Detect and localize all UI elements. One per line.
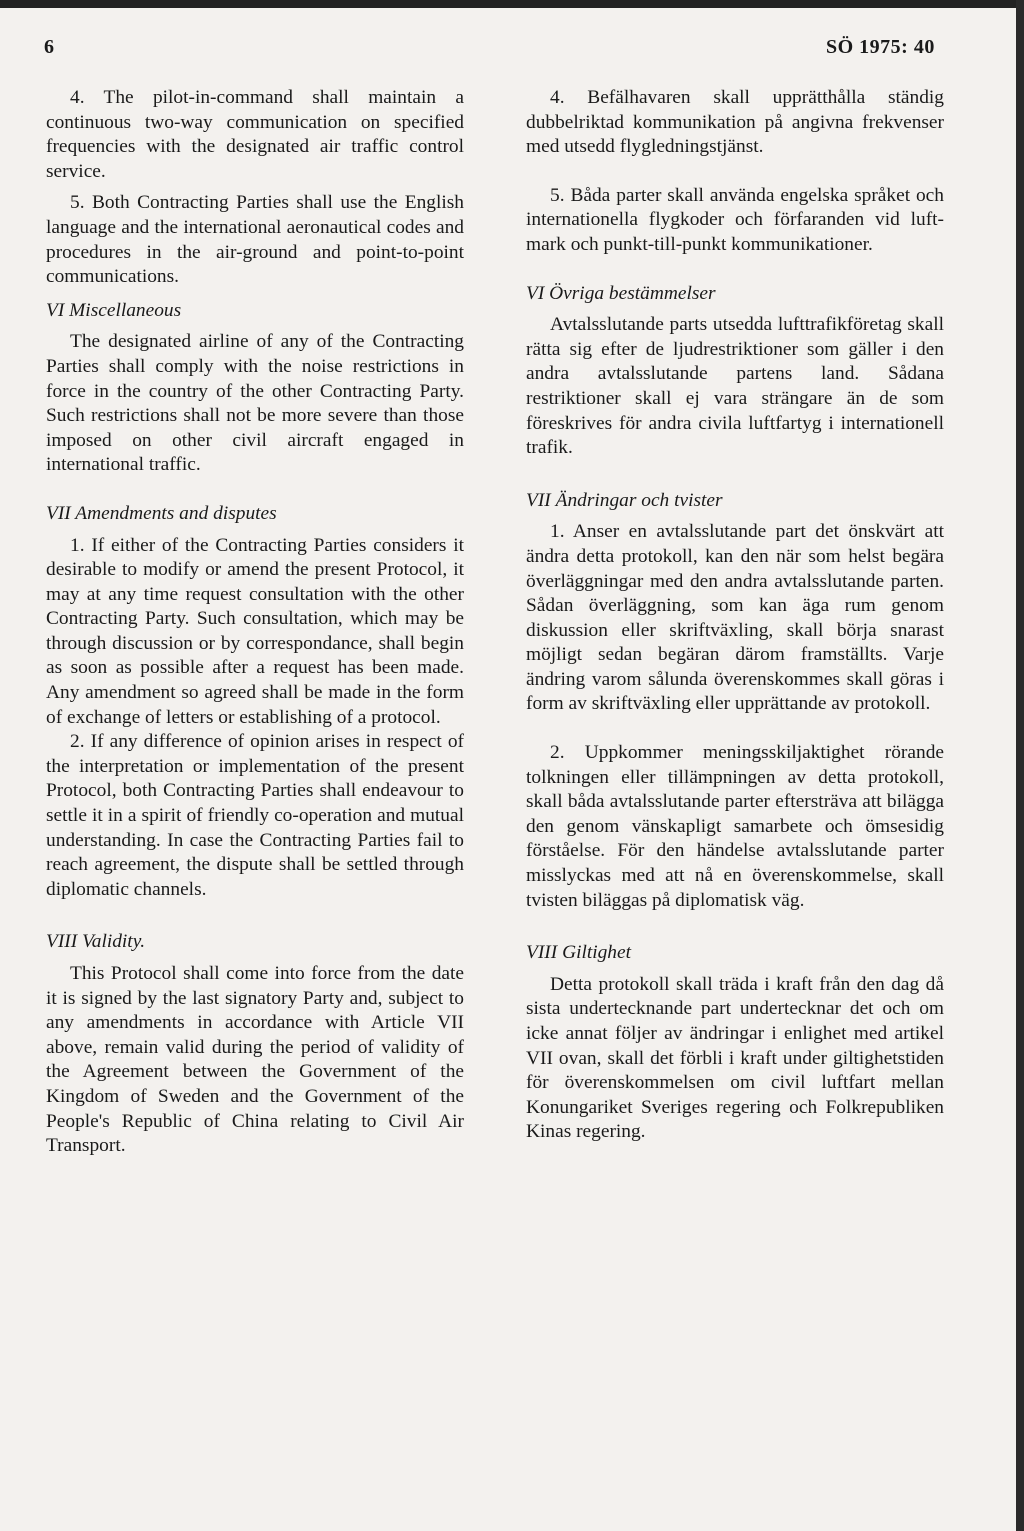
sv-section-7-para-1: 1. Anser en avtalsslutande part det önskvärt att ändra detta protokoll, kan den när som helst begära överläggningar med den andra avtalsslutande parten. Sådan överläggning, som kan äga rum genom diskussion eller skriftväxling, skall börja snarast möjligt sedan begäran därom framställts. Varje ändring varom sålunda överenskommes skall göras i form av skriftväxling eller upprättande av protokoll. bbox=[526, 521, 944, 715]
swedish-column bbox=[526, 86, 944, 1145]
sv-section-8-heading: VIII Giltighet bbox=[526, 942, 632, 964]
right-border bbox=[1016, 0, 1024, 1531]
en-section-8-text: This Protocol shall come into force from the date it is signed by the last signatory Party and, subject to any amendments in accordance with Article VII above, remain valid during the period of validity of the Agreement between the Government of the Kingdom of Sweden and the Government of the People's Republic of China relating to Civil Air Transport. bbox=[46, 963, 464, 1157]
sv-paragraph-4: 4. Befälhavaren skall upprätthålla ständig dubbelriktad kommunikation på angivna frekvenser med utsedd flygledningstjänst. bbox=[526, 87, 944, 158]
top-border bbox=[0, 0, 1024, 8]
en-section-7-heading: VII Amendments and disputes bbox=[46, 502, 277, 524]
page-number: 6 bbox=[44, 36, 54, 58]
sv-paragraph-5: 5. Båda parter skall använda engelska språket och internationella flygkoder och förfaranden vid luft-mark och punkt-till-punkt kommunikationer. bbox=[526, 184, 944, 255]
sv-section-7-para-2: 2. Uppkommer meningsskiljaktighet rörande tolkningen eller tillämpningen av detta protokoll, skall båda avtalsslutande parter eftersträva att bilägga den genom vänskapligt samarbete och ömsesidig förståelse. För den händelse avtalsslutande parter misslyckas med att nå en överenskommelse, skall tvisten biläggas på diplomatisk väg. bbox=[526, 742, 944, 911]
en-paragraph-5: 5. Both Contracting Parties shall use the English language and the international aeronautical codes and procedures in the air-ground and point-to-point communications. bbox=[46, 192, 464, 288]
en-section-6-text: The designated airline of any of the Contracting Parties shall comply with the noise restrictions in force in the country of the other Contracting Party. Such restrictions shall not be more severe than those imposed on other civil aircraft engaged in international traffic. bbox=[46, 331, 464, 476]
sv-section-6-heading: VI Övriga bestämmelser bbox=[526, 282, 716, 304]
en-section-7-para-2: 2. If any difference of opinion arises in respect of the interpretation or implementation of the present Protocol, both Contracting Parties shall endeavour to settle it in a spirit of friendly co-operation and mutual understanding. In case the Contracting Parties fail to reach agreement, the dispute shall be settled through diplomatic channels. bbox=[46, 731, 464, 900]
en-section-8-heading: VIII Validity. bbox=[46, 931, 146, 953]
sv-section-7-heading: VII Ändringar och tvister bbox=[526, 489, 723, 511]
english-column bbox=[46, 86, 464, 1159]
en-section-7-para-1: 1. If either of the Contracting Parties considers it desirable to modify or amend the present Protocol, it may at any time request consultation with the other Contracting Party. Such consultation, which may be through discussion or by correspondance, shall begin as soon as possible after a request has been made. Any amendment so agreed shall be made in the form of exchange of letters or establishing of a protocol. bbox=[46, 534, 464, 728]
sv-section-6-text: Avtalsslutande parts utsedda lufttrafikföretag skall rätta sig efter de ljudrestriktioner som gäller i den andra avtalsslutande partens land. Sådana restriktioner skall ej vara strängare än de som föreskrives för andra civila luftfartyg i internationell trafik. bbox=[526, 314, 944, 459]
en-paragraph-4: 4. The pilot-in-command shall maintain a continuous two-way communication on specified frequencies with the designated air traffic control service. bbox=[46, 87, 464, 182]
document-reference: SÖ 1975: 40 bbox=[826, 36, 935, 58]
sv-section-8-text: Detta protokoll skall träda i kraft från den dag då sista undertecknande part undertecknar det och om icke annat följer av ändringar i enlighet med artikel VII ovan, skall det förbli i kraft under giltighetstiden för överenskommelsen om civil luftfart mellan Konungariket Sveriges regering och Folkrepubliken Kinas regering. bbox=[526, 973, 944, 1143]
en-section-6-heading: VI Miscellaneous bbox=[46, 299, 182, 321]
